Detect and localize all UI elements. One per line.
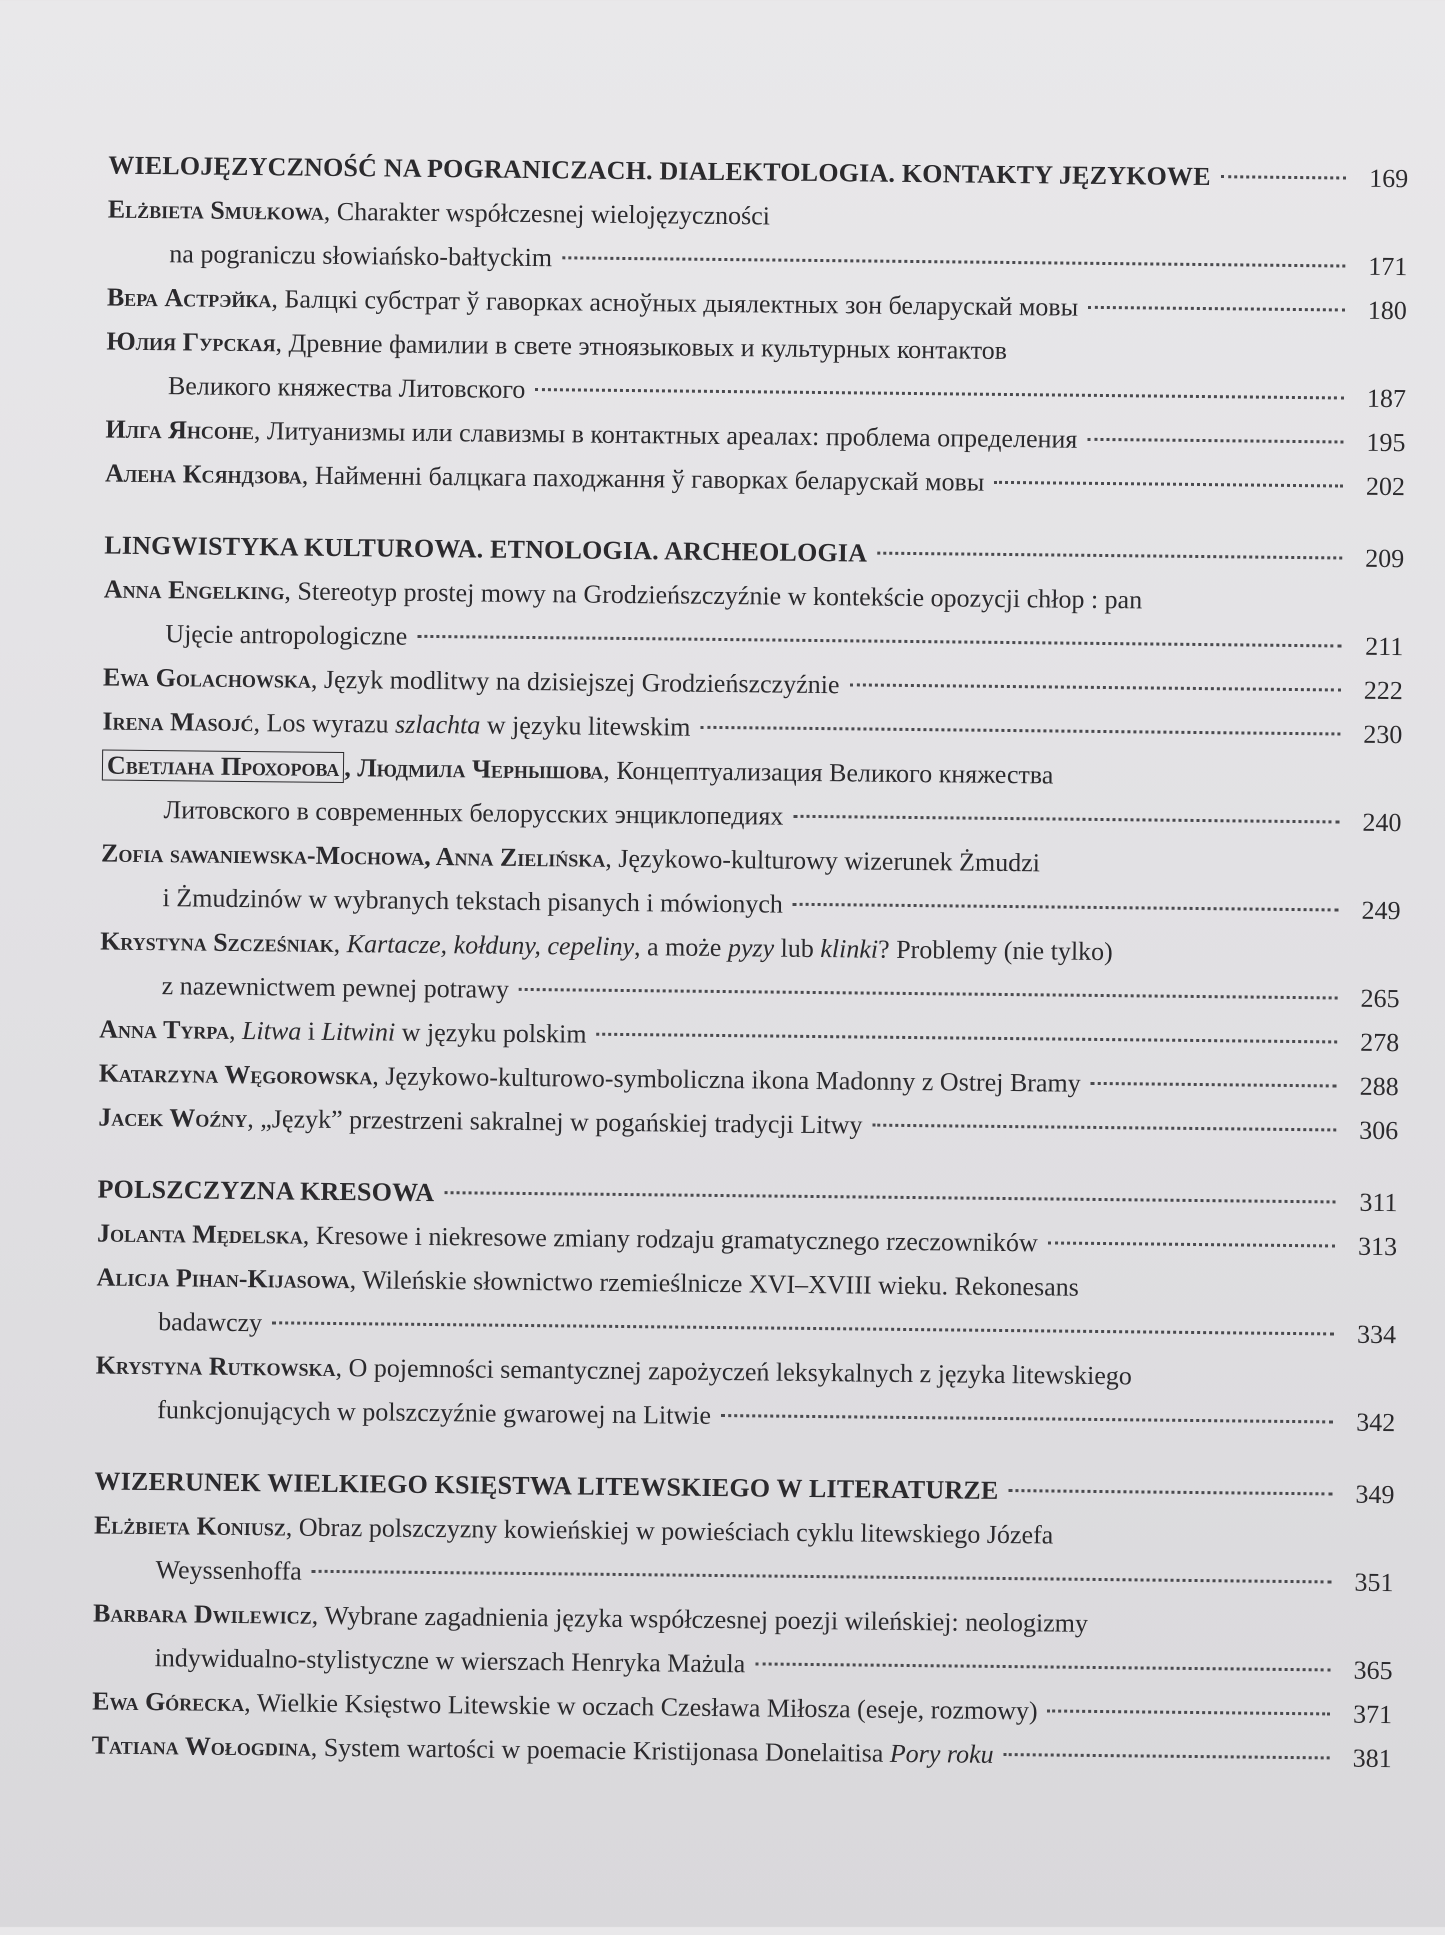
toc-entry — [107, 188, 1408, 290]
entry-title: , Найменні балцкага паходжання ў гаворках беларускай мовы — [301, 460, 985, 497]
entry-title: , Wybrane zagadnienia języka współczesnej poezji wileńskiej: neologizmy — [311, 1600, 1089, 1638]
entry-title: , Los wyrazu — [253, 708, 396, 739]
entry-title: , Литуанизмы или славизмы в контактных ареалах: проблема определения — [253, 416, 1078, 454]
dot-leader — [519, 988, 1338, 1000]
author: Ewa Górecka — [92, 1686, 245, 1718]
section-title: WIELOJĘZYCZNOŚĆ NA POGRANICZACH. DIALEKTOLOGIA. KONTAKTY JĘZYKOWE — [108, 150, 1211, 192]
entry-title-italic: pyzy — [727, 933, 775, 963]
author: Алена Ксяндзова — [104, 458, 302, 490]
page-number: 265 — [1360, 983, 1400, 1014]
dot-leader — [1048, 1709, 1331, 1715]
entry-title: , Językowo-kulturowy wizerunek Żmudzi — [605, 843, 1041, 878]
entry-title-italic: Kartacze, kołduny, cepeliny — [346, 929, 635, 962]
toc-entry — [93, 1503, 1394, 1605]
section-title: WIZERUNEK WIELKIEGO KSIĘSTWA LITEWSKIEGO W LITERATURZE — [94, 1466, 999, 1505]
author: Tatiana Wołogdina — [91, 1730, 311, 1762]
page-number: 306 — [1359, 1115, 1399, 1146]
toc-entry — [96, 1255, 1397, 1357]
entry-title: , Stereotyp prostej mowy na Grodzieńszczyźnie w kontekście opozycji chłop : pan — [284, 576, 1143, 615]
page-number: 180 — [1367, 295, 1407, 326]
entry-title: , Kresowe i niekresowe zmiany rodzaju gramatycznego rzeczowników — [302, 1220, 1038, 1258]
table-of-contents — [91, 144, 1408, 1810]
entry-title-continued: Литовского в современных белорусских энциклопедиях — [163, 795, 784, 831]
dot-leader — [312, 1570, 1332, 1584]
entry-title-italic: klinki — [820, 934, 879, 964]
author: Alicja Pihan-Kijasowa — [96, 1262, 350, 1295]
toc-entry — [101, 744, 1402, 846]
entry-title-continued: Weyssenhoffa — [155, 1555, 302, 1586]
dot-leader — [1048, 1241, 1335, 1247]
entry-title-continued: badawczy — [158, 1307, 263, 1338]
author: Юлия Гурская — [106, 326, 276, 358]
entry-title: , — [228, 1015, 243, 1045]
entry-title-continued: indywidualno-stylistyczne w wierszach Henryka Mażula — [154, 1643, 746, 1679]
toc-entry — [106, 320, 1407, 422]
toc-entry — [103, 568, 1404, 670]
page-number: 209 — [1365, 543, 1405, 574]
dot-leader — [1008, 1489, 1332, 1495]
page-number: 222 — [1363, 675, 1404, 706]
section-title: POLSZCZYZNA KRESOWA — [97, 1174, 435, 1208]
author: Katarzyna Węgorowska — [98, 1058, 373, 1091]
author: Barbara Dwilewicz — [92, 1598, 312, 1630]
dot-leader — [272, 1321, 1334, 1335]
dot-leader — [535, 388, 1344, 399]
author: Anna Tyrpa — [99, 1014, 230, 1045]
page-number: 211 — [1365, 631, 1404, 662]
page-number: 278 — [1360, 1027, 1400, 1058]
entry-title: , Древние фамилии в свете этноязыковых и культурных контактов — [275, 328, 1008, 365]
page-number: 230 — [1363, 719, 1403, 750]
entry-title: , Концептуализация Великого княжества — [603, 755, 1054, 790]
author: Jolanta Mędelska — [96, 1218, 303, 1250]
author: Zofia sawaniewska-Mochowa, Anna Zielińska — [100, 838, 606, 873]
page-number: 334 — [1356, 1319, 1397, 1350]
author: Krystyna Szcześniak — [100, 926, 334, 958]
entry-title-continued: na pograniczu słowiańsko-bałtyckim — [169, 239, 553, 273]
page-number: 187 — [1366, 383, 1407, 414]
entry-title: , Językowo-kulturowo-symboliczna ikona Madonny z Ostrej Bramy — [372, 1061, 1081, 1098]
author: Вера Астрэйка — [106, 282, 272, 314]
dot-leader — [700, 726, 1340, 736]
page-number: 202 — [1365, 471, 1406, 502]
dot-leader — [1088, 306, 1345, 312]
entry-title-continued: funkcjonujących w polszczyźnie gwarowej na Litwie — [157, 1395, 712, 1430]
entry-title: , Балцкі субстрат ў гаворках асноўных дыялектных зон беларускай мовы — [271, 284, 1079, 322]
toc-entry — [95, 1343, 1396, 1445]
entry-title: lub — [773, 933, 821, 964]
toc-section — [105, 144, 1409, 510]
author: Ewa Golachowska — [102, 662, 312, 694]
dot-leader — [1004, 1753, 1330, 1759]
entry-title-continued: Ujęcie antropologiczne — [165, 619, 408, 651]
toc-section — [95, 1167, 1398, 1445]
entry-title-italic: szlachta — [394, 709, 481, 740]
page-number: 365 — [1353, 1655, 1393, 1686]
dot-leader — [877, 552, 1342, 560]
author: , Людмила Чернышова — [344, 753, 604, 785]
page-number: 171 — [1368, 251, 1408, 282]
dot-leader — [721, 1414, 1333, 1423]
toc-entry — [99, 920, 1400, 1022]
author: Elżbieta Koniusz — [93, 1510, 286, 1542]
dot-leader — [793, 903, 1339, 912]
entry-title: i — [301, 1016, 322, 1046]
page-number: 240 — [1362, 807, 1402, 838]
entry-title: , System wartości w poemacie Kristijonasa Donelaitisa — [310, 1732, 891, 1768]
toc-section — [92, 1459, 1395, 1781]
entry-title: , Obraz polszczyzny kowieńskiej w powieściach cyklu litewskiego Józefa — [285, 1512, 1054, 1550]
entry-title: , — [333, 928, 347, 959]
page-number: 288 — [1359, 1071, 1399, 1102]
entry-title: , Wileńskie słownictwo rzemieślnicze XVI–XVIII wieku. Rekonesans — [349, 1265, 1079, 1302]
entry-title-italic: Litwini — [321, 1016, 396, 1047]
page-number: 351 — [1354, 1567, 1394, 1598]
page-number: 249 — [1361, 895, 1401, 926]
page-number: 195 — [1366, 427, 1406, 458]
dot-leader — [417, 635, 1341, 648]
author: Jacek Woźny — [98, 1102, 248, 1134]
toc-entry — [100, 832, 1401, 934]
entry-title-continued: z nazewnictwem pewnej potrawy — [161, 971, 510, 1004]
author-boxed: Светлана Прохорова — [102, 750, 345, 784]
page-number: 169 — [1369, 163, 1409, 194]
page-number: 381 — [1352, 1743, 1392, 1774]
dot-leader — [755, 1662, 1330, 1671]
dot-leader — [597, 1033, 1338, 1044]
dot-leader — [1087, 438, 1343, 444]
entry-title: w języku litewskim — [480, 710, 691, 742]
entry-title-italic: Pory roku — [889, 1738, 994, 1769]
toc-section — [98, 524, 1404, 1154]
author: Илга Янсоне — [105, 414, 255, 446]
entry-title: , Charakter współczesnej wielojęzyczności — [323, 196, 771, 231]
section-title: LINGWISTYKA KULTUROWA. ETNOLOGIA. ARCHEOLOGIA — [104, 530, 868, 568]
dot-leader — [1221, 175, 1346, 179]
author: Irena Masojć — [102, 706, 254, 738]
page-number: 342 — [1356, 1407, 1396, 1438]
entry-title-continued: i Żmudzinów w wybranych tekstach pisanych i mówionych — [162, 883, 784, 919]
entry-title: , a może — [633, 932, 729, 963]
dot-leader — [793, 815, 1339, 824]
entry-title: , Język modlitwy na dzisiejszej Grodzieńszczyźnie — [310, 664, 840, 700]
dot-leader — [444, 1191, 1335, 1203]
author: Krystyna Rutkowska — [95, 1350, 336, 1382]
page-number: 313 — [1357, 1231, 1398, 1262]
page-number: 311 — [1359, 1187, 1398, 1218]
entry-title: w języku polskim — [395, 1017, 587, 1049]
entry-title: ? Problemy (nie tylko) — [877, 934, 1113, 967]
dot-leader — [562, 256, 1345, 267]
entry-title: , „Język” przestrzeni sakralnej w pogańskiej tradycji Litwy — [247, 1104, 863, 1140]
entry-title: , O pojemności semantycznej zapożyczeń leksykalnych z języka litewskiego — [335, 1352, 1133, 1391]
page-number: 371 — [1352, 1699, 1393, 1730]
dot-leader — [872, 1124, 1336, 1132]
page-number: 349 — [1355, 1479, 1395, 1510]
dot-leader — [1091, 1082, 1337, 1088]
dot-leader — [849, 683, 1340, 691]
author: Elżbieta Smułkowa — [107, 194, 324, 226]
entry-title-continued: Великого княжества Литовского — [167, 371, 526, 404]
toc-entry — [92, 1591, 1393, 1693]
entry-title: , Wielkie Księstwo Litewskie w oczach Czesława Miłosza (eseje, rozmowy) — [244, 1688, 1038, 1726]
author: Anna Engelking — [103, 574, 285, 606]
dot-leader — [994, 481, 1343, 488]
entry-title-italic: Litwa — [241, 1015, 302, 1046]
